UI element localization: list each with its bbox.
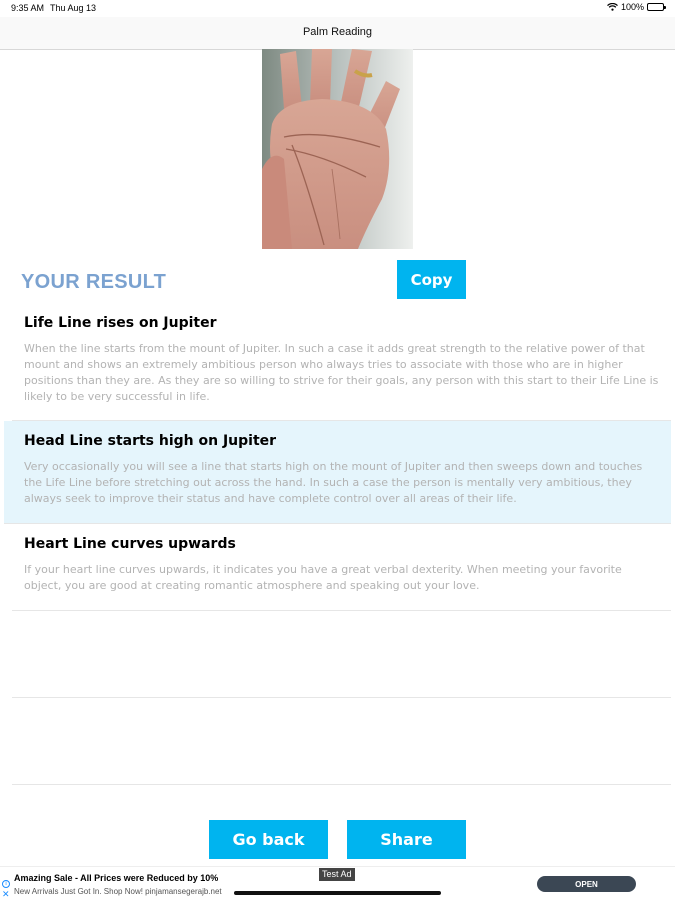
test-ad-badge: Test Ad <box>319 868 355 881</box>
result-item-description: Very occasionally you will see a line that starts high on the mount of Jupiter and then sweeps down and touches the Life Line before stretching out across the hand. In such a case the person is mentally very ambitious, they always seek to improve their status and have complete control over all areas of their life. <box>24 460 643 505</box>
result-item <box>12 312 671 421</box>
status-time: 9:35 AM <box>11 3 45 13</box>
battery-icon <box>647 3 664 11</box>
wifi-icon <box>607 3 618 11</box>
result-item-description: When the line starts from the mount of Jupiter. In such a case it adds great strength to the relative power of that mount and shows an extremely ambitious person who always tries to associate with those who are in higher positions than they are. As they are so willing to strive for their goals, any person with this start to their Life Line is likely to be very successful in life. <box>24 342 659 403</box>
ad-title[interactable]: Amazing Sale - All Prices were Reduced by 10% <box>14 873 219 883</box>
result-item <box>12 524 671 611</box>
ad-subtitle[interactable]: New Arrivals Just Got In. Shop Now! pinjamansegerajb.net <box>14 887 222 896</box>
navigation-bar <box>0 17 675 50</box>
result-item-title: Head Line starts high on Jupiter <box>24 433 277 449</box>
result-heading: YOUR RESULT <box>21 271 167 293</box>
result-item-selected[interactable] <box>4 421 671 524</box>
result-item-title: Life Line rises on Jupiter <box>24 315 217 331</box>
ad-banner[interactable] <box>0 866 675 900</box>
result-item-description: If your heart line curves upwards, it indicates you have a great verbal dexterity. When meeting your favorite object, you are good at creating romantic atmosphere and speaking out your love. <box>24 563 622 592</box>
ad-info-icon[interactable]: i <box>2 880 10 888</box>
share-button[interactable]: Share <box>347 820 466 859</box>
copy-button[interactable]: Copy <box>397 260 466 299</box>
ad-open-button[interactable]: OPEN <box>537 876 636 892</box>
home-indicator[interactable] <box>234 891 441 895</box>
palm-photo <box>262 49 413 249</box>
status-date: Thu Aug 13 <box>50 3 97 13</box>
ad-close-icon[interactable]: ✕ <box>2 889 10 899</box>
result-item-title: Heart Line curves upwards <box>24 536 236 552</box>
status-indicators <box>607 2 664 12</box>
status-bar <box>0 0 675 17</box>
empty-row <box>12 611 671 698</box>
go-back-button[interactable]: Go back <box>209 820 328 859</box>
battery-percent: 100% <box>620 2 644 12</box>
empty-row <box>12 698 671 785</box>
page-title: Palm Reading <box>302 26 373 38</box>
